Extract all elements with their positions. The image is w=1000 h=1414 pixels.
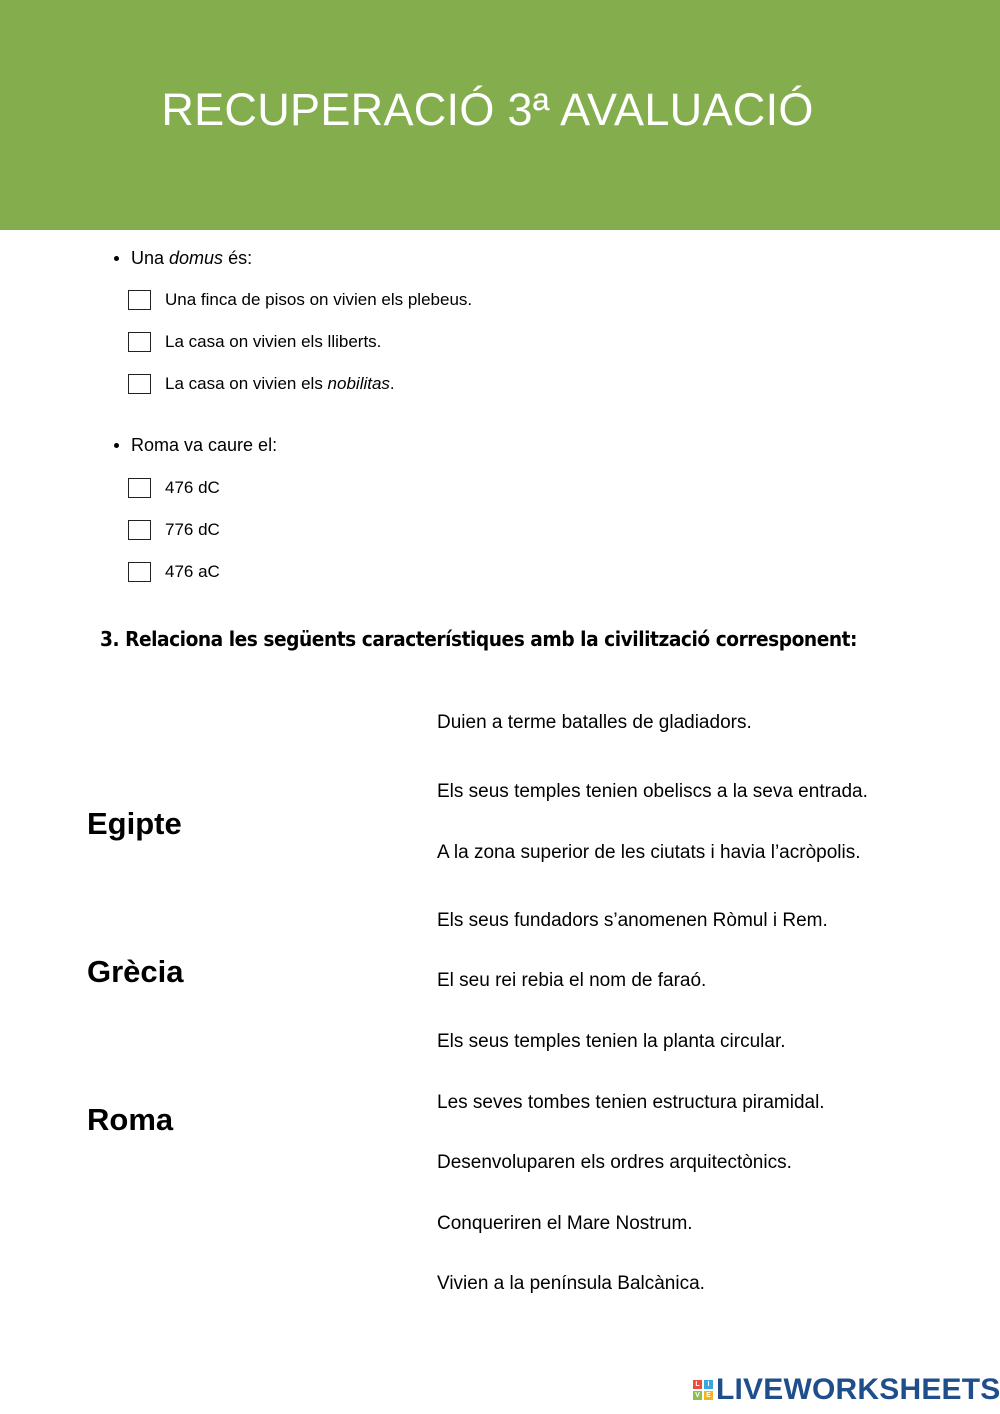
logo-text: LIVEWORKSHEETS [716, 1373, 1000, 1406]
option-label: 776 dC [165, 520, 220, 539]
header-banner [0, 0, 1000, 230]
liveworksheets-logo [693, 1373, 1000, 1407]
bullet-dot [114, 256, 119, 261]
option-label: 476 aC [165, 562, 220, 581]
logo-mark-icon: L I V E [693, 1380, 713, 1400]
characteristic-item[interactable]: Els seus fundadors s’anomenen Ròmul i Rem. [437, 910, 828, 931]
characteristic-item[interactable]: Vivien a la península Balcànica. [437, 1273, 705, 1294]
characteristic-item[interactable]: Desenvoluparen els ordres arquitectònics. [437, 1152, 792, 1173]
option-label: 476 dC [165, 478, 220, 497]
checkbox[interactable] [128, 290, 151, 310]
civilization-grecia[interactable]: Grècia [87, 954, 184, 989]
characteristic-item[interactable]: A la zona superior de les ciutats i havia l’acròpolis. [437, 842, 861, 863]
civilization-roma[interactable]: Roma [87, 1102, 174, 1137]
section-3-title: 3. Relaciona les següents característiques amb la civilització corresponent: [100, 627, 858, 651]
checkbox[interactable] [128, 562, 151, 582]
page-title: RECUPERACIÓ 3ª AVALUACIÓ [161, 84, 814, 135]
characteristic-item[interactable]: Els seus temples tenien obeliscs a la seva entrada. [437, 781, 868, 802]
option-label: La casa on vivien els lliberts. [165, 332, 382, 351]
checkbox[interactable] [128, 374, 151, 394]
option-label: Una finca de pisos on vivien els plebeus. [165, 290, 473, 309]
bullet-dot [114, 443, 119, 448]
checkbox[interactable] [128, 520, 151, 540]
question-domus-text: Una domus és: [131, 248, 253, 268]
characteristic-item[interactable]: Duien a terme batalles de gladiadors. [437, 712, 752, 733]
checkbox[interactable] [128, 332, 151, 352]
question-roma-text: Roma va caure el: [131, 435, 278, 455]
characteristic-item[interactable]: Els seus temples tenien la planta circular. [437, 1031, 786, 1052]
characteristic-item[interactable]: Conqueriren el Mare Nostrum. [437, 1213, 693, 1234]
option-label: La casa on vivien els nobilitas. [165, 374, 395, 393]
checkbox[interactable] [128, 478, 151, 498]
characteristic-item[interactable]: Les seves tombes tenien estructura piramidal. [437, 1092, 825, 1113]
civilization-egipte[interactable]: Egipte [87, 806, 182, 841]
characteristic-item[interactable]: El seu rei rebia el nom de faraó. [437, 970, 707, 991]
